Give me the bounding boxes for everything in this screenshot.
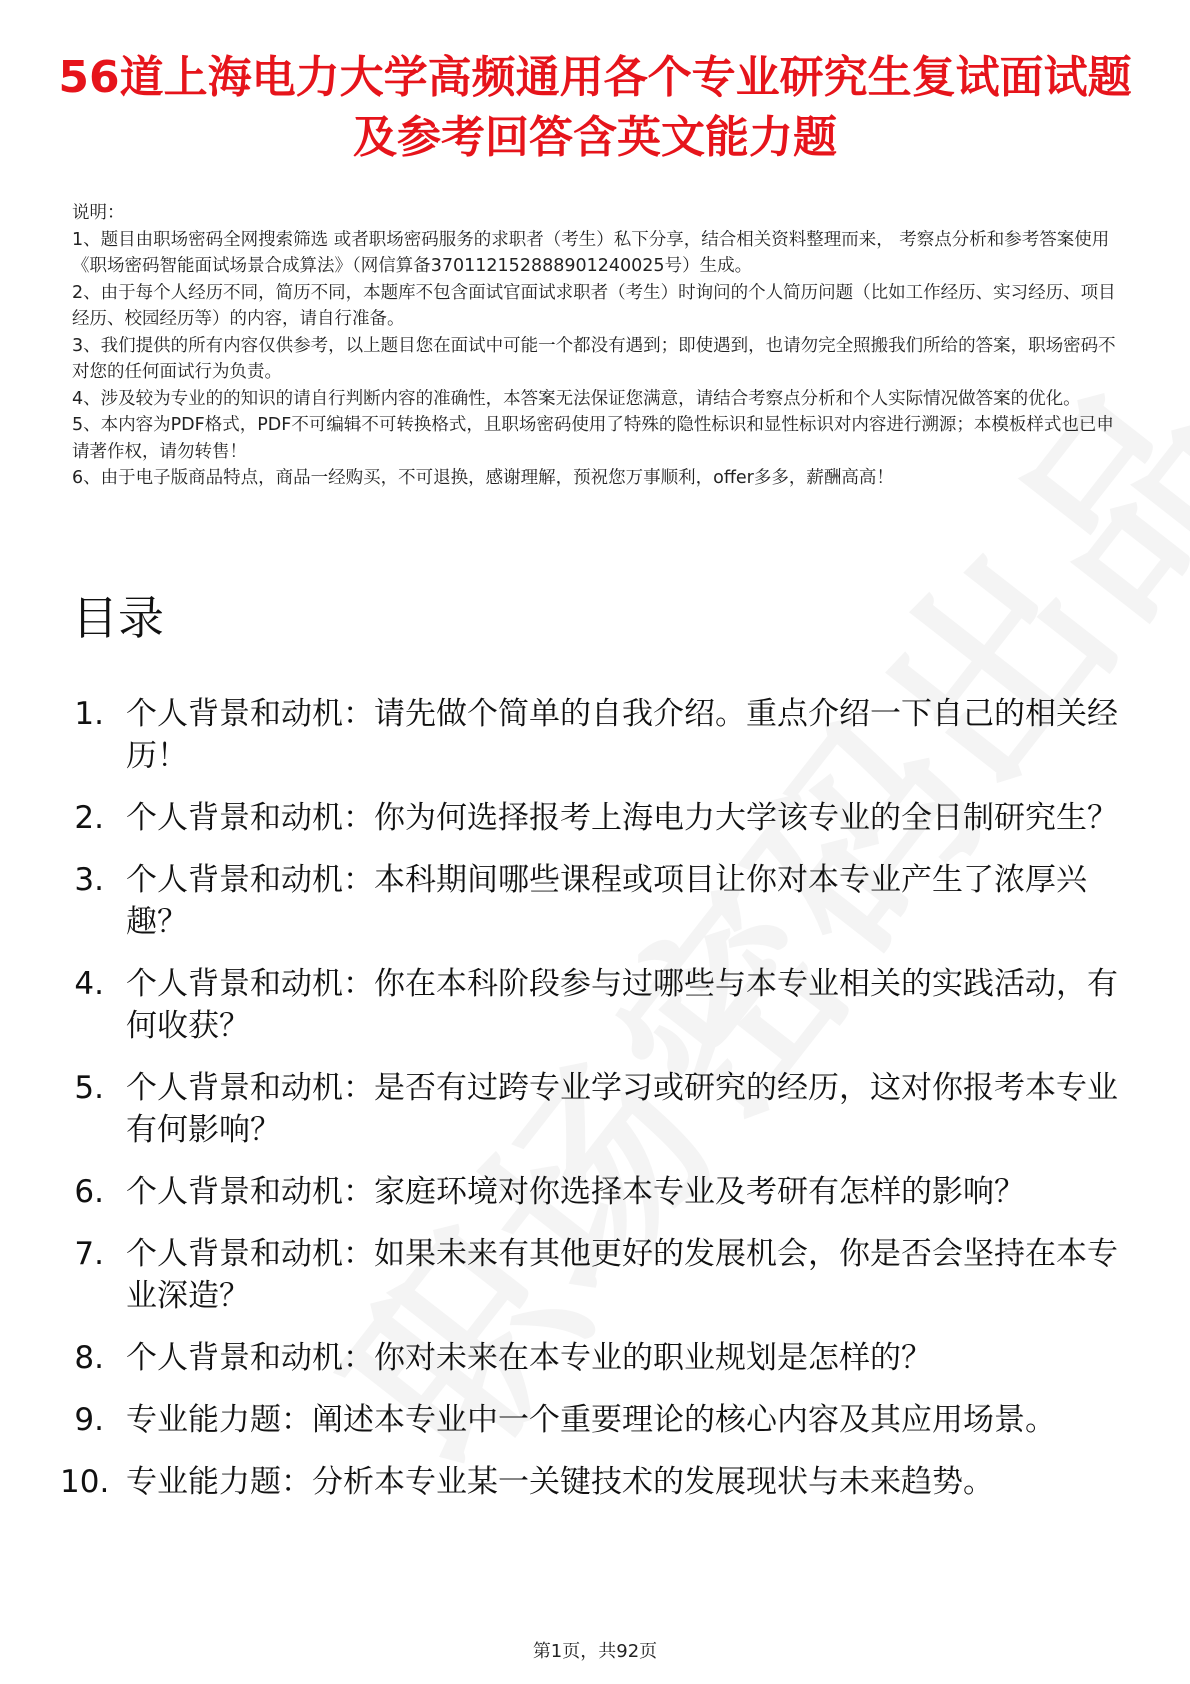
toc-item[interactable]: [60, 963, 1120, 1047]
toc-item[interactable]: [60, 797, 1120, 839]
toc-item-number: 3.: [74, 862, 104, 898]
toc-item-number: 9.: [74, 1402, 104, 1438]
toc-item[interactable]: [60, 1171, 1120, 1213]
toc-item[interactable]: [60, 1067, 1120, 1151]
toc-item-text: 个人背景和动机：你在本科阶段参与过哪些与本专业相关的实践活动，有何收获？: [126, 966, 1118, 1044]
toc-item-number: 10.: [60, 1464, 110, 1500]
toc-item[interactable]: [60, 1233, 1120, 1317]
page-footer: 第1页，共92页: [532, 1641, 658, 1662]
toc-list: [60, 693, 1120, 1523]
toc-item[interactable]: [60, 859, 1120, 943]
toc-item-number: 2.: [74, 800, 104, 836]
note-item: 3、我们提供的所有内容仅供参考，以上题目您在面试中可能一个都没有遇到；即使遇到，也请勿完全照搬我们所给的答案，职场密码不对您的任何面试行为负责。: [72, 335, 1116, 382]
toc-item-text: 个人背景和动机：请先做个简单的自我介绍。重点介绍一下自己的相关经历！: [126, 696, 1118, 774]
toc-item-text: 专业能力题：分析本专业某一关键技术的发展现状与未来趋势。: [126, 1464, 994, 1500]
toc-item-text: 个人背景和动机：你为何选择报考上海电力大学该专业的全日制研究生？: [126, 800, 1118, 836]
toc-item-text: 个人背景和动机：是否有过跨专业学习或研究的经历，这对你报考本专业有何影响？: [126, 1070, 1118, 1148]
toc-item[interactable]: [60, 1461, 1120, 1503]
toc-item-number: 1.: [74, 696, 104, 732]
note-item: 2、由于每个人经历不同，简历不同，本题库不包含面试官面试求职者（考生）时询问的个人简历问题（比如工作经历、实习经历、项目经历、校园经历等）的内容，请自行准备。: [72, 282, 1116, 329]
toc-item-number: 5.: [74, 1070, 104, 1106]
note-item: 6、由于电子版商品特点，商品一经购买，不可退换，感谢理解，预祝您万事顺利，offer多多，薪酬高高！: [72, 468, 894, 488]
toc-item-number: 8.: [74, 1340, 104, 1376]
notes-heading: 说明：: [72, 203, 125, 223]
toc-item-number: 6.: [74, 1174, 104, 1210]
note-item: 1、题目由职场密码全网搜索筛选 或者职场密码服务的求职者（考生）私下分享，结合相关资料整理而来， 考察点分析和参考答案使用《职场密码智能面试场景合成算法》（网信算备370112152888901240025号）生成。: [72, 229, 1110, 276]
toc-item-text: 个人背景和动机：如果未来有其他更好的发展机会，你是否会坚持在本专业深造？: [126, 1236, 1118, 1314]
toc-item-text: 个人背景和动机：家庭环境对你选择本专业及考研有怎样的影响？: [126, 1174, 1025, 1210]
toc-item-number: 7.: [74, 1236, 104, 1272]
toc-item[interactable]: [60, 693, 1120, 777]
toc-item-text: 个人背景和动机：本科期间哪些课程或项目让你对本专业产生了浓厚兴趣？: [126, 862, 1087, 940]
notes-section: [72, 200, 1122, 492]
toc-item[interactable]: [60, 1337, 1120, 1379]
toc-item-text: 专业能力题：阐述本专业中一个重要理论的核心内容及其应用场景。: [126, 1402, 1056, 1438]
page-title: 56道上海电力大学高频通用各个专业研究生复试面试题及参考回答含英文能力题: [58, 52, 1132, 163]
toc-item[interactable]: [60, 1399, 1120, 1441]
toc-item-text: 个人背景和动机：你对未来在本专业的职业规划是怎样的？: [126, 1340, 932, 1376]
toc-heading: 目录: [72, 591, 164, 645]
note-item: 4、涉及较为专业的的知识的请自行判断内容的准确性，本答案无法保证您满意，请结合考察点分析和个人实际情况做答案的优化。: [72, 388, 1081, 409]
note-item: 5、本内容为PDF格式，PDF不可编辑不可转换格式，且职场密码使用了特殊的隐性标识和显性标识对内容进行溯源；本模板样式也已申请著作权，请勿转售！: [72, 415, 1114, 462]
toc-item-number: 4.: [74, 966, 104, 1002]
